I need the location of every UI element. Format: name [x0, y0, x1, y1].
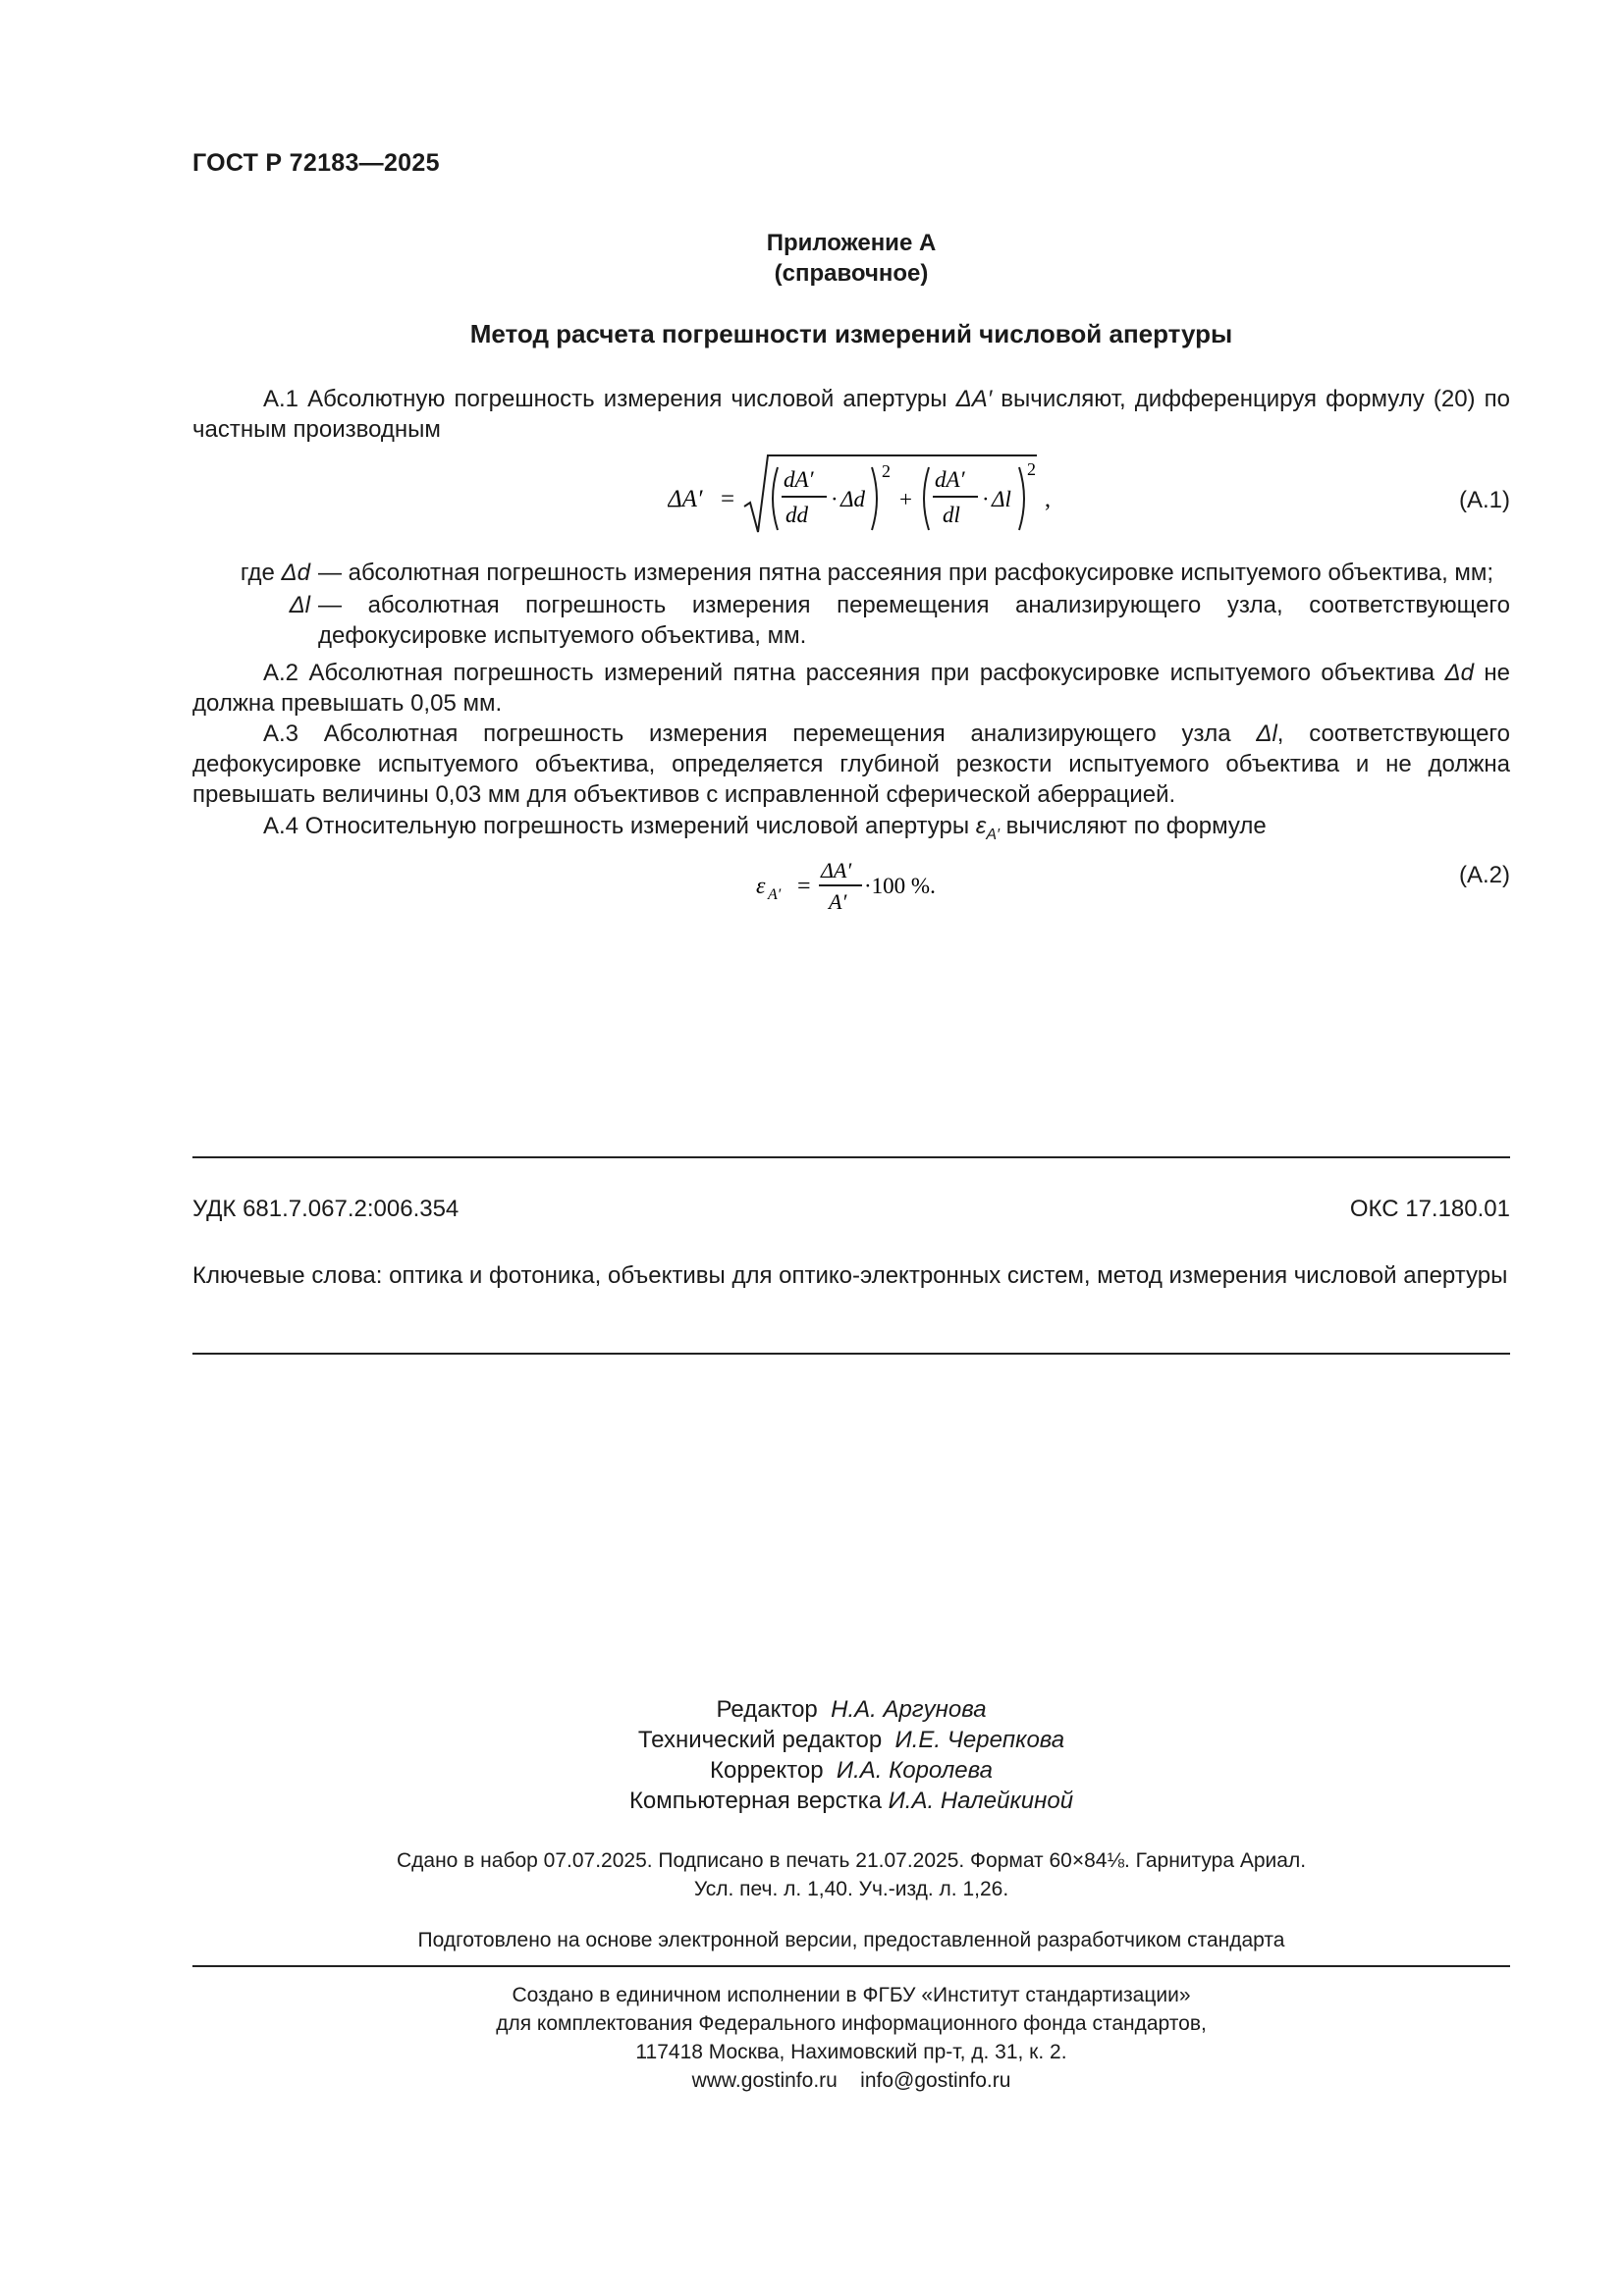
prepared-note: Подготовлено на основе электронной версии, предоставленной разработчиком стандарта — [417, 1929, 1285, 1951]
eq1-dot-1: · — [831, 487, 839, 511]
oks-code: ОКС 17.180.01 — [1349, 1196, 1510, 1222]
eq2-den: A′ — [829, 889, 847, 914]
appendix-heading: Метод расчета погрешности измерений числовой апертуры — [469, 319, 1233, 348]
credit-editor — [192, 1694, 1510, 1725]
paragraph-a1-text-before: А.1 Абсолютную погрешность измерения числовой апертуры — [263, 386, 956, 412]
definition-delta-l — [192, 590, 1510, 651]
eq2-num: ΔA′ — [821, 858, 852, 882]
print-info-line2: Усл. печ. л. 1,40. Уч.-изд. л. 1,26. — [693, 1878, 1009, 1900]
eq1-den2: dl — [943, 503, 960, 527]
paragraph-a2 — [192, 658, 1510, 719]
divider-publisher — [192, 1965, 1510, 1967]
eq1-term1: Δd — [840, 487, 865, 511]
credit-corrector-name: И.А. Королева — [836, 1757, 993, 1784]
eq1-equals: = — [721, 486, 735, 512]
credit-layout-role: Компьютерная верстка — [628, 1788, 882, 1814]
publisher-line1: Создано в единичном исполнении в ФГБУ «Институт стандартизации» — [512, 1984, 1191, 2006]
appendix-kind: (справочное) — [774, 260, 929, 287]
appendix-title: Приложение А — [766, 230, 937, 256]
publisher-block — [192, 1981, 1510, 2095]
paragraph-a1 — [192, 384, 1510, 445]
credit-tech-editor — [192, 1725, 1510, 1755]
divider-top — [192, 1156, 1510, 1158]
publisher-line3: 117418 Москва, Нахимовский пр-т, д. 31, к. 2. — [635, 2041, 1067, 2063]
equation-a2-number: (A.2) — [1458, 862, 1510, 888]
credit-layout — [192, 1786, 1510, 1816]
definition-delta-d-term — [192, 558, 318, 588]
definitions-list — [192, 558, 1510, 651]
eq1-plus: + — [899, 487, 912, 511]
eq1-paren-open-2 — [924, 467, 929, 530]
eq1-trailing-comma: , — [1045, 487, 1051, 512]
credit-tech-editor-name: И.Е. Черепкова — [894, 1727, 1065, 1753]
paragraph-a1-text-after: вычисляют, дифференцируя формулу (20) по частным производным — [192, 386, 1510, 443]
publisher-line2: для комплектования Федерального информационного фонда стандартов, — [496, 2012, 1207, 2035]
delta-d-symbol: Δd — [281, 560, 310, 586]
eq1-lhs: ΔA′ — [668, 486, 703, 512]
paragraph-a2-symbol: Δd — [1444, 660, 1474, 686]
paragraph-a2-text-after: не должна превышать 0,05 мм. — [192, 660, 1510, 717]
credit-corrector-role: Корректор — [710, 1757, 824, 1784]
definition-delta-d-text: — абсолютная погрешность измерения пятна рассеяния при расфокусировке испытуемого объектива, мм; — [318, 560, 1494, 586]
epsilon-subscript: A′ — [986, 826, 1000, 843]
credits-list — [192, 1694, 1510, 1816]
equation-a2 — [756, 850, 962, 919]
print-info-line1: Сдано в набор 07.07.2025. Подписано в печать 21.07.2025. Формат 60×84⅛. Гарнитура Ариал. — [396, 1849, 1307, 1872]
eq1-den1: dd — [785, 503, 808, 527]
paragraph-a4 — [192, 811, 1510, 850]
udc-code: УДК 681.7.067.2:006.354 — [192, 1196, 460, 1222]
paragraph-a2-text-before: А.2 Абсолютная погрешность измерений пятна рассеяния при расфокусировке испытуемого объектива — [263, 660, 1445, 686]
equation-a1-number: (A.1) — [1458, 487, 1510, 513]
eq1-dot-2: · — [982, 487, 990, 511]
eq1-paren-close-2 — [1019, 467, 1024, 530]
definitions-lead: где — [240, 560, 275, 586]
delta-a-prime-symbol: ΔA′ — [955, 386, 993, 412]
definition-delta-l-term — [192, 590, 318, 651]
paragraph-a3-symbol: Δl — [1256, 721, 1277, 747]
eq1-paren-open-1 — [773, 467, 778, 530]
credit-corrector — [192, 1755, 1510, 1786]
equation-a1 — [668, 448, 1060, 538]
definition-delta-d — [192, 558, 1510, 588]
eq2-equals: = — [797, 874, 811, 899]
paragraph-a4-text-before: А.4 Относительную погрешность измерений числовой апертуры — [263, 813, 976, 839]
divider-bottom — [192, 1353, 1510, 1355]
eq2-lhs-subscript: A′ — [768, 886, 782, 903]
eq1-term2: Δl — [992, 487, 1011, 511]
definition-delta-l-text: — абсолютная погрешность измерения перемещения анализирующего узла, соответствующего дефокусировке испытуемого объектива, мм. — [318, 592, 1510, 649]
paragraph-a3-text-after: , соответствующего дефокусировке испытуемого объектива, определяется глубиной резкости испытуемого объектива и не должна превышать величины 0,03 мм для объективов с исправленной сферической аберрацией. — [192, 721, 1510, 808]
credit-layout-name: И.А. Налейкиной — [888, 1788, 1074, 1814]
eq1-num2: dA′ — [935, 467, 965, 492]
eq2-factor: ·100 %. — [864, 874, 936, 898]
eq2-lhs: ε — [756, 874, 766, 899]
credit-tech-editor-role: Технический редактор — [637, 1727, 883, 1753]
paragraph-a4-text-after: вычисляют по формуле — [999, 813, 1267, 839]
publisher-contacts: www.gostinfo.ru info@gostinfo.ru — [691, 2069, 1011, 2092]
paragraph-a3-text-before: А.3 Абсолютная погрешность измерения перемещения анализирующего узла — [263, 721, 1257, 747]
keywords: Ключевые слова: оптика и фотоника, объективы для оптико-электронных систем, метод измерения числовой апертуры — [192, 1262, 1508, 1289]
eq1-power-1: 2 — [882, 461, 891, 481]
eq1-num1: dA′ — [784, 467, 814, 492]
eq1-power-2: 2 — [1027, 459, 1036, 479]
delta-l-symbol: Δl — [289, 592, 310, 618]
credit-editor-name: Н.А. Аргунова — [831, 1696, 987, 1723]
document-id: ГОСТ Р 72183—2025 — [192, 149, 440, 177]
epsilon-symbol: ε — [975, 813, 987, 839]
eq1-paren-close-1 — [872, 467, 877, 530]
credit-editor-role: Редактор — [716, 1696, 818, 1723]
paragraph-a3 — [192, 719, 1510, 810]
